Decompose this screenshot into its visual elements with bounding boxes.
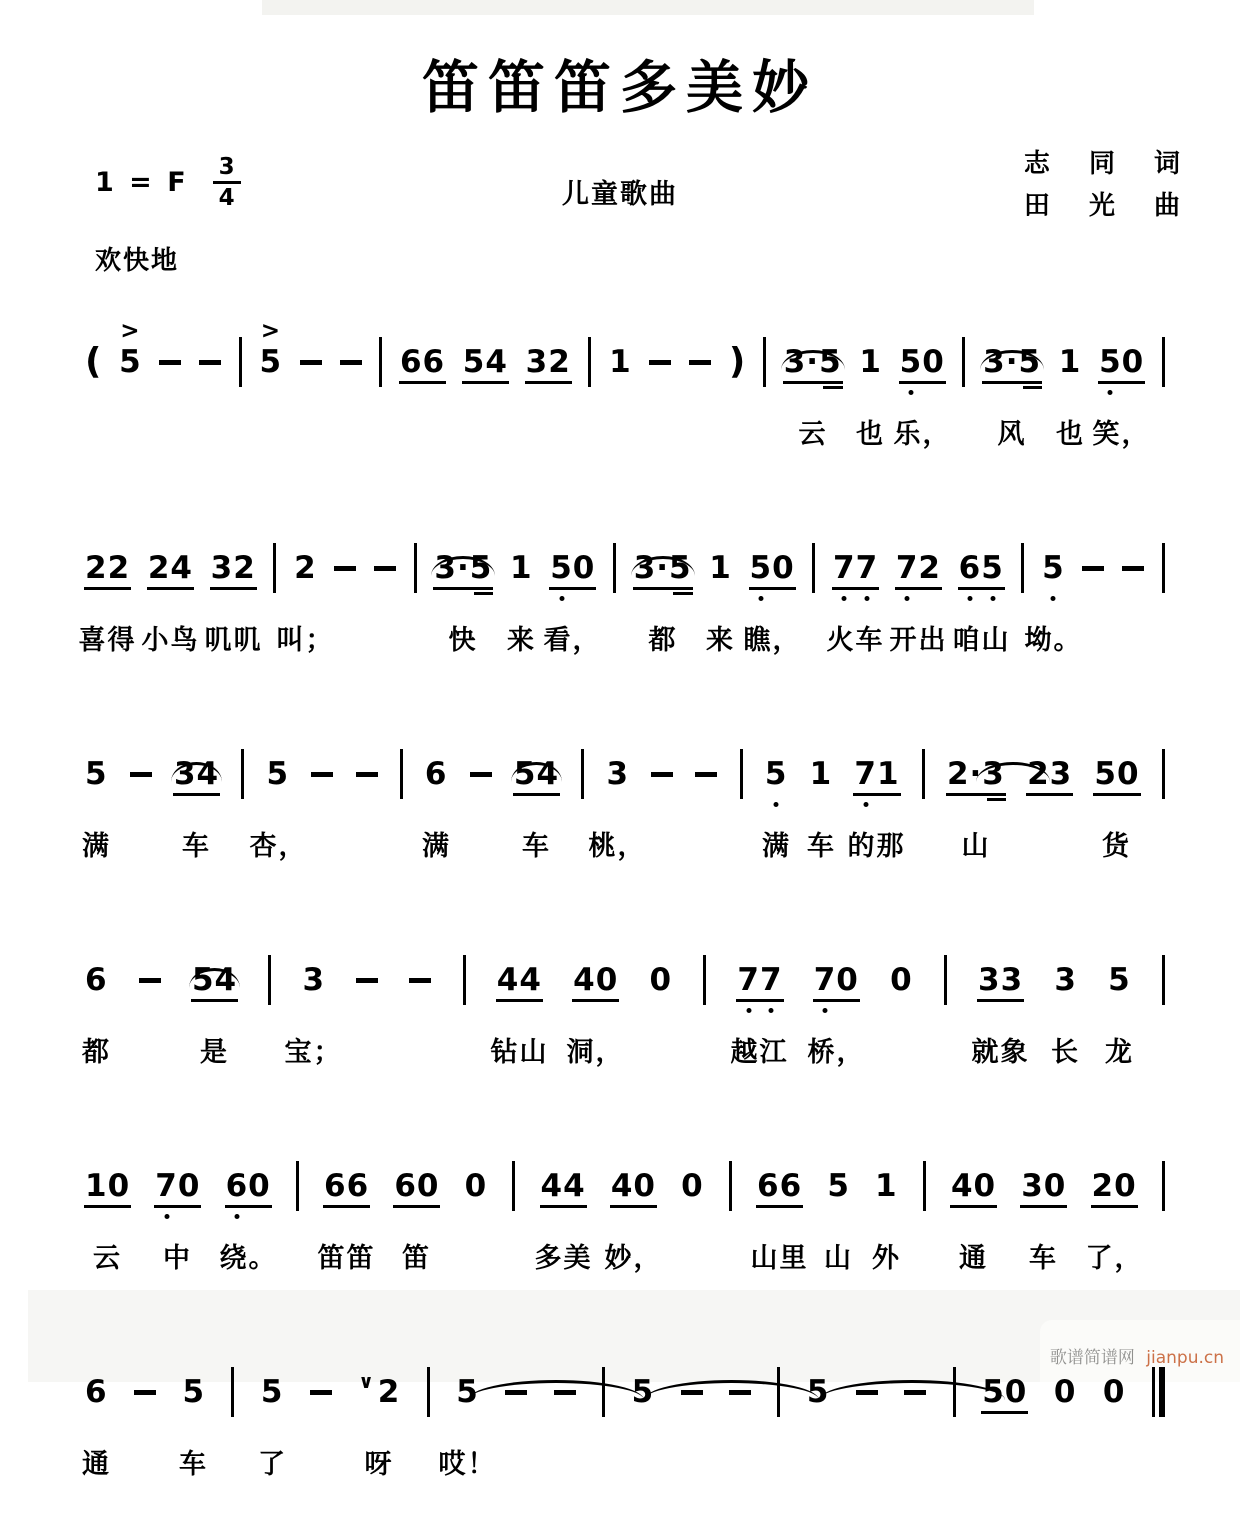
note: 40 <box>951 1171 996 1202</box>
dash-note <box>470 772 492 777</box>
note: ∨2 <box>358 1370 401 1410</box>
lyric-syllable: 越江 <box>730 1037 789 1068</box>
note: 71 <box>854 759 899 790</box>
lyric-syllable: 小鸟 <box>141 625 200 656</box>
lyric-syllable: 都 <box>648 625 678 656</box>
octave-dot <box>559 596 564 601</box>
lyric-syllable: 满 <box>422 831 451 862</box>
barline <box>231 1367 234 1417</box>
lyric-syllable: 桃， <box>588 831 647 862</box>
lyric-syllable: 火车 <box>826 625 885 656</box>
parenthesis: ( <box>85 341 102 382</box>
note: 34 <box>174 759 219 790</box>
note: 5 > <box>119 317 142 380</box>
lyric-syllable: 满 <box>762 831 791 862</box>
lyric-syllable: 就象 <box>971 1037 1030 1068</box>
lyric-syllable: 笑， <box>1092 419 1151 450</box>
octave-dot <box>1108 390 1113 395</box>
lyric-syllable: 山 <box>961 831 991 862</box>
note: 1 <box>1058 343 1082 380</box>
note: 3 <box>302 961 326 998</box>
lyric-syllable: 云 <box>798 419 828 450</box>
accent-mark: > <box>120 317 141 344</box>
barline <box>740 749 743 799</box>
barline <box>1162 955 1165 1005</box>
dash-note <box>139 978 161 983</box>
barline <box>268 955 271 1005</box>
lyrics-row <box>85 1236 1165 1276</box>
lyric-syllable: 坳。 <box>1024 625 1083 656</box>
octave-dot <box>905 596 910 601</box>
lyric-syllable: 杏， <box>249 831 308 862</box>
lyrics-row <box>82 1030 1165 1070</box>
note: 0 <box>681 1167 704 1204</box>
barline <box>241 749 244 799</box>
scan-artifact-strip <box>262 0 1034 15</box>
lyric-syllable: 车 <box>1029 1243 1058 1274</box>
note: 5 <box>631 1373 655 1410</box>
note: 1 <box>859 343 882 380</box>
lyrics-row <box>85 412 1165 452</box>
lyric-syllable: 瞧， <box>743 625 802 656</box>
barline <box>729 1161 732 1211</box>
lyric-syllable: 货 <box>1102 831 1131 862</box>
note: 44 <box>541 1171 586 1202</box>
octave-dot <box>863 802 868 807</box>
dash-note <box>409 978 431 983</box>
barline <box>588 337 591 387</box>
note: 5 <box>765 759 788 790</box>
dash-note <box>356 978 378 983</box>
note: 77 <box>833 553 878 584</box>
note: 50 <box>900 347 945 378</box>
barline <box>812 543 815 593</box>
lyrics-row <box>82 1442 1165 1482</box>
dash-note <box>300 360 322 365</box>
dash-note <box>1082 566 1104 571</box>
octave-dot <box>908 390 913 395</box>
note: 3 <box>606 755 630 792</box>
dash-note <box>310 1390 332 1395</box>
octave-dot <box>967 596 972 601</box>
barline <box>463 955 466 1005</box>
time-signature-denominator: 4 <box>218 185 235 212</box>
dash-note <box>356 772 378 777</box>
barline <box>414 543 417 593</box>
lyric-syllable: 的那 <box>847 831 906 862</box>
octave-dot <box>1051 596 1056 601</box>
note: 5 > <box>259 317 283 380</box>
note: 54 <box>463 347 508 378</box>
note: 0 <box>464 1167 488 1204</box>
lyric-syllable: 快 <box>448 625 478 656</box>
score-line <box>85 317 1165 508</box>
note: 6 <box>85 1373 108 1410</box>
octave-dot <box>234 1214 239 1219</box>
note: 5 <box>1042 553 1065 584</box>
lyric-syllable: 车 <box>807 831 836 862</box>
note: 3·5 <box>434 553 492 584</box>
note: 5 <box>456 1373 479 1410</box>
dash-note <box>649 360 671 365</box>
octave-dot <box>823 1008 828 1013</box>
dash-note <box>334 566 356 571</box>
note: 50 <box>750 553 795 584</box>
tempo-marking: 欢快地 <box>95 246 180 276</box>
score-lines <box>78 302 1165 1538</box>
lyric-syllable: 山 <box>824 1243 853 1274</box>
score-line <box>85 1162 1165 1332</box>
note: 32 <box>526 347 571 378</box>
note: 24 <box>148 553 193 584</box>
barline <box>1162 749 1165 799</box>
barline <box>763 337 766 387</box>
note: 5 <box>806 1373 830 1410</box>
lyric-syllable: 桥， <box>807 1037 866 1068</box>
lyric-syllable: 了， <box>1085 1243 1144 1274</box>
accent-mark: > <box>260 317 281 344</box>
notes-row <box>85 1162 1165 1210</box>
lyricist-credit: 志 同 词 <box>1023 149 1180 179</box>
dash-note <box>159 360 181 365</box>
score-line <box>82 956 1165 1126</box>
note: 1 <box>875 1167 898 1204</box>
note: 2 <box>294 549 317 586</box>
note: 50 <box>1099 347 1144 378</box>
note: 44 <box>497 965 542 996</box>
score-line <box>82 750 1165 920</box>
barline <box>581 749 584 799</box>
dash-note <box>689 360 711 365</box>
barline <box>512 1161 515 1211</box>
barline <box>400 749 403 799</box>
note: 60 <box>394 1171 439 1202</box>
barline <box>239 337 242 387</box>
note: 72 <box>896 553 941 584</box>
note: 5 <box>266 755 290 792</box>
lyric-syllable: 通 <box>959 1243 988 1274</box>
lyric-syllable: 笛 <box>402 1243 431 1274</box>
note: 3·5 <box>634 553 692 584</box>
score-line <box>82 1368 1165 1538</box>
lyric-syllable: 云 <box>93 1243 122 1274</box>
lyric-syllable: 车 <box>182 831 211 862</box>
lyric-syllable: 也 <box>1056 419 1085 450</box>
lyric-syllable: 来 <box>706 625 735 656</box>
lyric-syllable: 了 <box>258 1449 287 1480</box>
note: 22 <box>85 553 130 584</box>
lyric-syllable: 龙 <box>1105 1037 1134 1068</box>
lyric-syllable: 满 <box>82 831 111 862</box>
note: 6 <box>424 755 448 792</box>
lyric-syllable: 洞， <box>566 1037 625 1068</box>
note: 30 <box>1021 1171 1066 1202</box>
octave-dot <box>990 596 995 601</box>
lyric-syllable: 叽叽 <box>204 625 263 656</box>
dash-note <box>134 1390 156 1395</box>
note: 50 <box>982 1377 1027 1408</box>
barline <box>944 955 947 1005</box>
barline <box>1162 337 1165 387</box>
note: 70 <box>155 1171 200 1202</box>
note: 5 <box>85 755 108 792</box>
octave-dot <box>774 802 779 807</box>
lyric-syllable: 开出 <box>889 625 948 656</box>
lyric-syllable: 咱山 <box>952 625 1011 656</box>
lyrics-row <box>82 824 1165 864</box>
key-label: 1 = F <box>95 167 189 199</box>
lyric-syllable: 来 <box>507 625 536 656</box>
octave-dot <box>164 1214 169 1219</box>
note: 10 <box>85 1171 130 1202</box>
note: 3·5 <box>983 347 1041 378</box>
genre-label: 儿童歌曲 <box>562 179 678 210</box>
note: 60 <box>226 1171 271 1202</box>
note: 5 <box>182 1373 206 1410</box>
barline <box>703 955 706 1005</box>
lyric-syllable: 呀 <box>364 1449 394 1480</box>
lyric-syllable: 乐， <box>893 419 952 450</box>
dash-note <box>199 360 221 365</box>
note: 77 <box>737 965 782 996</box>
note: 20 <box>1092 1171 1137 1202</box>
note: 40 <box>611 1171 656 1202</box>
octave-dot <box>769 1008 774 1013</box>
note: 1 <box>509 549 533 586</box>
octave-dot <box>758 596 763 601</box>
lyric-syllable: 山里 <box>750 1243 809 1274</box>
barline <box>1162 1161 1165 1211</box>
lyric-syllable: 笛笛 <box>317 1243 376 1274</box>
barline <box>427 1367 430 1417</box>
note: 0 <box>890 961 913 998</box>
lyric-syllable: 多美 <box>534 1243 593 1274</box>
dash-note <box>695 772 717 777</box>
note: 0 <box>649 961 673 998</box>
note: 54 <box>192 965 237 996</box>
note: 66 <box>757 1171 802 1202</box>
time-signature-numerator: 3 <box>213 154 241 184</box>
credits <box>1024 144 1180 227</box>
song-title: 笛笛笛多美妙 <box>422 55 818 121</box>
lyric-syllable: 看， <box>543 625 602 656</box>
note: 50 <box>1094 759 1139 790</box>
lyric-syllable: 也 <box>856 419 885 450</box>
note: 66 <box>324 1171 369 1202</box>
note: 33 <box>978 965 1023 996</box>
lyric-syllable: 钻山 <box>490 1037 549 1068</box>
lyric-syllable: 长 <box>1051 1037 1080 1068</box>
lyric-syllable: 妙， <box>604 1243 663 1274</box>
lyric-syllable: 都 <box>82 1037 111 1068</box>
score-line <box>78 544 1165 714</box>
note: 5 <box>827 1167 850 1204</box>
lyric-syllable: 车 <box>179 1449 208 1480</box>
lyric-syllable: 车 <box>522 831 551 862</box>
notes-row <box>85 956 1165 1004</box>
lyric-syllable: 风 <box>997 419 1027 450</box>
watermark <box>1050 1343 1224 1368</box>
lyric-syllable: 哎！ <box>438 1449 497 1480</box>
note: 5 <box>260 1373 284 1410</box>
lyric-syllable: 中 <box>163 1243 192 1274</box>
lyric-syllable: 外 <box>872 1243 901 1274</box>
note: 0 <box>1102 1373 1126 1410</box>
barline <box>273 543 276 593</box>
note: 66 <box>400 347 445 378</box>
note: 70 <box>814 965 859 996</box>
dash-note <box>374 566 396 571</box>
barline <box>962 337 965 387</box>
lyric-syllable: 绕。 <box>219 1243 278 1274</box>
parenthesis: ) <box>728 341 746 382</box>
lyric-syllable: 喜得 <box>78 625 137 656</box>
note: 65 <box>959 553 1004 584</box>
note: 1 <box>609 343 632 380</box>
lyric-syllable: 宝； <box>284 1037 343 1068</box>
lyrics-row <box>78 618 1165 658</box>
barline <box>379 337 382 387</box>
barline <box>296 1161 299 1211</box>
watermark-url: jianpu.cn <box>1146 1348 1224 1368</box>
barline <box>1021 543 1024 593</box>
octave-dot <box>842 596 847 601</box>
breath-mark-icon: ∨ <box>358 1370 375 1393</box>
note: 40 <box>573 965 618 996</box>
octave-dot <box>864 596 869 601</box>
note: 5 <box>1108 961 1131 998</box>
watermark-site: 歌谱简谱网 <box>1049 1348 1135 1368</box>
note: 6 <box>85 961 108 998</box>
barline <box>613 543 616 593</box>
barline <box>923 1161 926 1211</box>
note: 0 <box>1053 1373 1077 1410</box>
note: 50 <box>550 553 595 584</box>
dash-note <box>340 360 362 365</box>
dash-note <box>130 772 152 777</box>
note: 32 <box>211 553 256 584</box>
composer-credit: 田 光 曲 <box>1023 190 1180 221</box>
note: 54 <box>514 759 559 790</box>
barline <box>1162 543 1165 593</box>
lyric-syllable: 叫； <box>276 625 335 656</box>
octave-dot <box>746 1008 751 1013</box>
note: 2·3 <box>947 759 1005 790</box>
note: 3 <box>1054 961 1077 998</box>
lyric-syllable: 是 <box>200 1037 229 1068</box>
dash-note <box>311 772 333 777</box>
notes-row <box>85 544 1165 592</box>
dash-note <box>651 772 673 777</box>
lyric-syllable: 通 <box>82 1449 111 1480</box>
note: 1 <box>809 755 833 792</box>
note: 23 <box>1027 759 1072 790</box>
note: 1 <box>709 549 732 586</box>
final-barline <box>1152 1367 1165 1417</box>
barline <box>922 749 925 799</box>
dash-note <box>1122 566 1144 571</box>
note: 3·5 <box>784 347 842 378</box>
